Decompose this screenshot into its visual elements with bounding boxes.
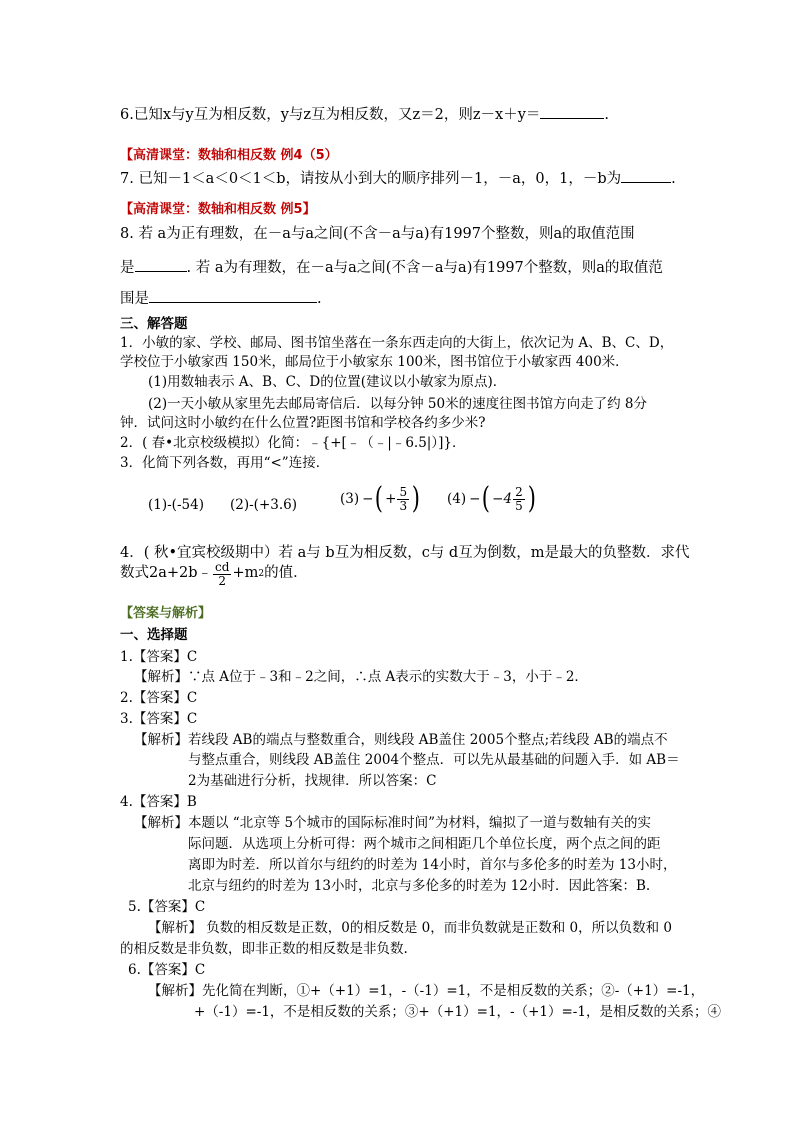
- solve-q1-line-2: 学校位于小敏家西 150米，邮局位于小敏家东 100米，图书馆位于小敏家西 400米．: [120, 354, 629, 370]
- fraction: $\frac{2}{5}$: [515, 484, 523, 513]
- answer-6-analysis-line-1: 【解析】先化简在判断，①+（+1）=1，-（-1）=1，不是相反数的关系；②-（+1）=-1，: [148, 983, 705, 999]
- fraction: $\frac{5}{3}$: [399, 484, 408, 513]
- answer-blank[interactable]: [540, 106, 604, 119]
- answer-4: 4.【答案】B: [120, 794, 197, 810]
- question-8-line-2: 是 . 若 a为有理数，在－a与a之间(不含－a与a)有1997个整数，则a的取值范: [120, 260, 663, 276]
- solve-q3-title: 3．化简下列各数，再用“<”连接．: [120, 455, 330, 471]
- answer-4-analysis-line-1: 【解析】本题以 “北京等 5个城市的国际标准时间”为材料，编拟了一道与数轴有关的实: [134, 815, 651, 831]
- source-note-example-4: 【高清课堂：数轴和相反数 例4（5）: [120, 148, 338, 163]
- answer-4-analysis-line-3: 离即为时差．所以首尔与纽约的时差为 14小时，首尔与多伦多的时差为 13小时，: [188, 857, 677, 873]
- question-6-text: 6.已知x与y互为相反数，y与z互为相反数，又z＝2，则z－x＋y＝: [120, 107, 541, 123]
- answer-blank[interactable]: [149, 290, 317, 303]
- answer-4-analysis-line-2: 际问题．从选项上分析可得：两个城市之间相距几个单位长度，两个点之间的距: [188, 836, 661, 852]
- left-paren: (: [482, 481, 491, 516]
- solve-q3-item-3: (3) − ( + $\frac{5}{3}$ ): [340, 481, 421, 516]
- solve-q4-line-2: 数式2a+2b﹣ $\frac{cd}{2}$ +m 2 的值．: [120, 560, 308, 588]
- answer-5-analysis-line-1: 【解析】 负数的相反数是正数，0的相反数是 0，而非负数就是正数和 0，所以负数和 0: [148, 920, 673, 936]
- answers-section-1-heading: 一、选择题: [120, 627, 188, 643]
- fraction-cd-over-2: $\frac{cd}{2}$: [215, 560, 230, 588]
- solve-q1-line-3: (1)用数轴表示 A、B、C、D的位置(建议以小敏家为原点)．: [148, 374, 507, 390]
- answer-3: 3.【答案】C: [120, 711, 198, 727]
- question-7-text: 7. 已知－1＜a＜0＜1＜b，请按从小到大的顺序排列－1，－a，0，1，－b为: [120, 171, 622, 187]
- solve-q3-item-4: (4) − ( −4 $\frac{2}{5}$ ): [447, 481, 536, 516]
- answer-blank[interactable]: [621, 170, 671, 183]
- section-3-heading: 三、解答题: [120, 316, 188, 332]
- answer-blank[interactable]: [135, 259, 187, 272]
- answer-6: 6.【答案】C: [128, 962, 206, 978]
- answer-3-analysis-line-3: 2为基础进行分析，找规律．所以答案：C: [188, 773, 437, 789]
- solve-q4-line-1: 4．( 秋•宜宾校级期中）若 a与 b互为相反数，c与 d互为倒数，m是最大的负整数．求代: [120, 545, 690, 561]
- answer-6-analysis-line-2: +（-1）=-1，不是相反数的关系；③+（+1）=1，-（+1）=-1，是相反数的关系；④: [194, 1004, 721, 1020]
- answer-3-analysis-line-1: 【解析】若线段 AB的端点与整数重合，则线段 AB盖住 2005个整点;若线段 AB的端点不: [134, 732, 668, 748]
- solve-q3-item-2: (2) -(+3.6): [230, 497, 298, 513]
- question-6: 6.已知x与y互为相反数，y与z互为相反数，又z＝2，则z－x＋y＝ .: [120, 107, 610, 123]
- answer-3-analysis-line-2: 与整点重合，则线段 AB盖住 2004个整点．可以先从最基础的问题入手．如 AB＝: [188, 752, 680, 768]
- question-8-line-3: 围是 .: [120, 291, 322, 307]
- right-paren: ): [411, 481, 421, 516]
- solve-q1-line-4: (2)一天小敏从家里先去邮局寄信后．以每分钟 50米的速度往图书馆方向走了约 8分: [148, 396, 647, 412]
- solve-q1-line-1: 1．小敏的家、学校、邮局、图书馆坐落在一条东西走向的大街上，依次记为 A、B、C、D，: [120, 335, 674, 351]
- right-paren: ): [527, 481, 536, 516]
- question-8-line-1: 8. 若 a为正有理数，在－a与a之间(不含－a与a)有1997个整数，则a的取值范围: [120, 226, 635, 242]
- answer-1-analysis: 【解析】∵点 A位于﹣3和﹣2之间，∴点 A表示的实数大于﹣3，小于﹣2．: [134, 669, 588, 685]
- solve-q2: 2．( 春•北京校级模拟）化简：﹣{+[﹣（﹣|﹣6.5|）]}．: [120, 435, 466, 451]
- solve-q3-item-1: (1) -(-54): [148, 497, 204, 513]
- left-paren: (: [375, 481, 384, 516]
- source-note-example-5: 【高清课堂：数轴和相反数 例5】: [120, 202, 316, 217]
- answer-2: 2.【答案】C: [120, 690, 198, 706]
- answer-1: 1.【答案】C: [120, 649, 198, 665]
- answer-5: 5.【答案】C: [128, 899, 206, 915]
- solve-q1-line-5: 钟．试问这时小敏约在什么位置?距图书馆和学校各约多少米?: [120, 415, 486, 431]
- answers-heading: 【答案与解析】: [120, 606, 212, 621]
- question-7: 7. 已知－1＜a＜0＜1＜b，请按从小到大的顺序排列－1，－a，0，1，－b为 .: [120, 171, 676, 187]
- answer-5-analysis-line-2: 的相反数是非负数，即非正数的相反数是非负数.: [120, 941, 408, 957]
- answer-4-analysis-line-4: 北京与纽约的时差为 13小时，北京与多伦多的时差为 12小时．因此答案：B.: [188, 878, 651, 894]
